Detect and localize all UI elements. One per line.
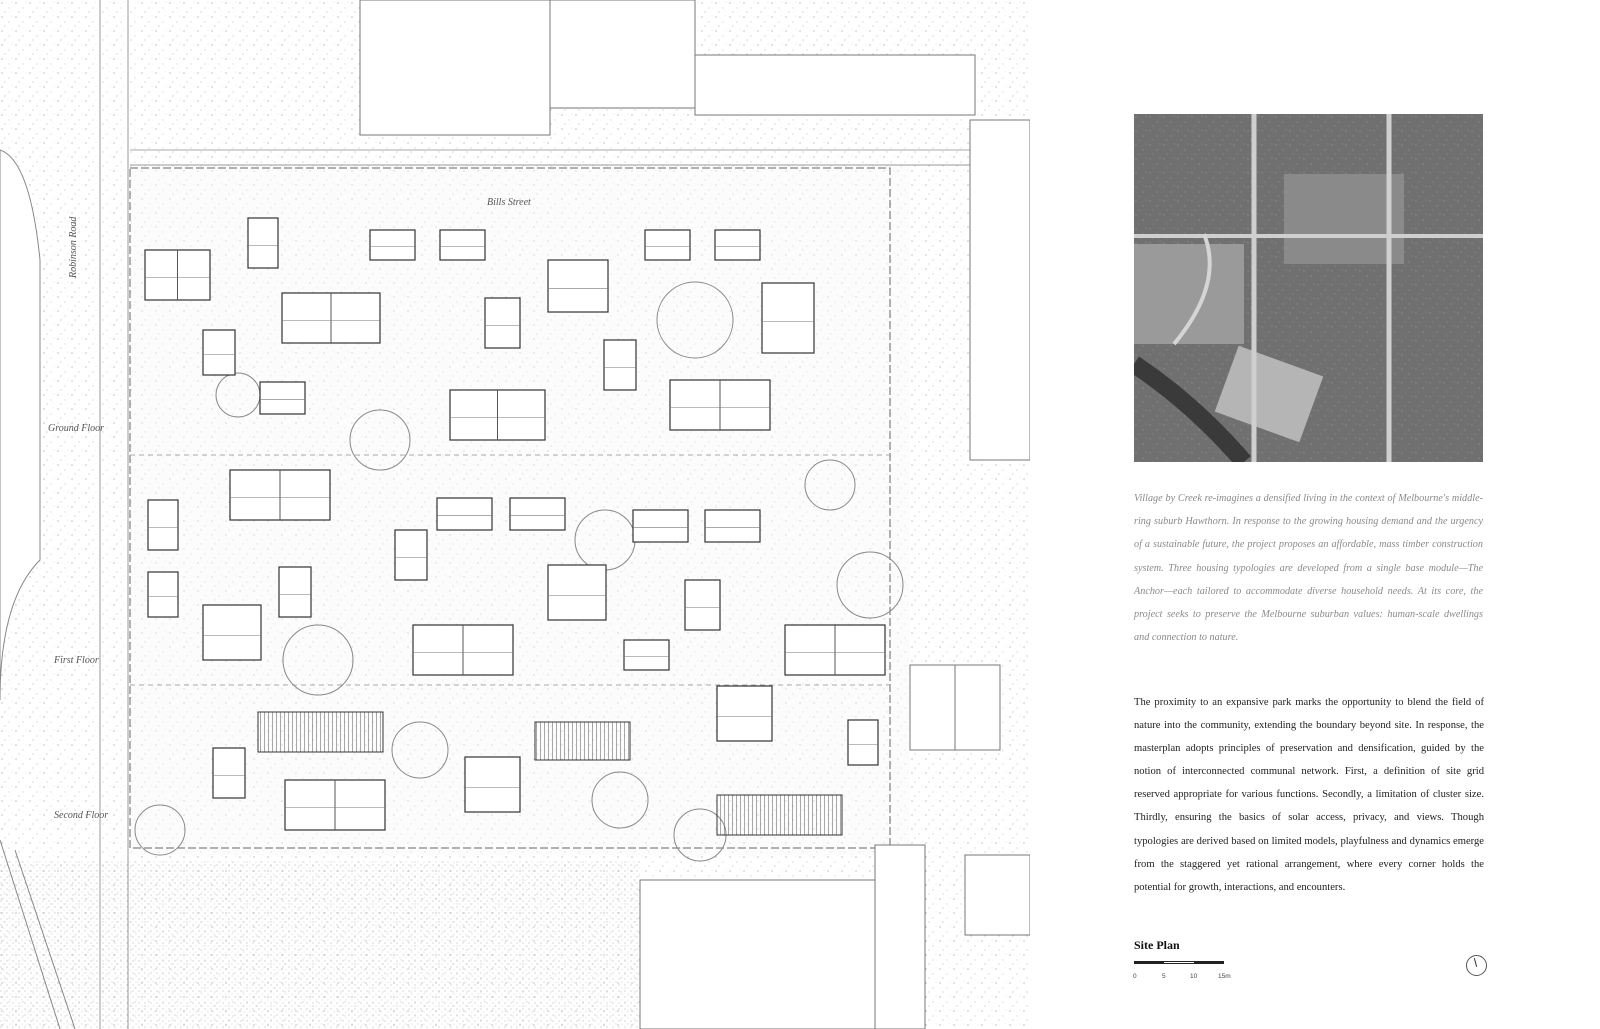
house-footprint — [762, 283, 814, 353]
floor-label-second: Second Floor — [54, 810, 109, 821]
house-footprint — [670, 380, 770, 430]
body-paragraph: The proximity to an expansive park marks the opportunity to blend the field of nature into the community, extending the boundary beyond site. In response, the masterplan adopts principles of preservation and densification, guided by the notion of interconnected communal network. First, a definition of site grid reserved appropriate for various functions. Secondly, a limitation of cluster size. Thirdly, ensuring the basics of solar access, privacy, and views. Though typologies are derived based on limited models, playfulness and dynamics emerge from the staggered yet rational arrangement, where every corner holds the potential for growth, interactions, and encounters. — [1134, 697, 1484, 893]
house-footprint — [213, 748, 245, 798]
street-label-left: Robinson Road — [68, 216, 79, 278]
house-footprint — [248, 218, 278, 268]
scale-segment — [1134, 961, 1164, 964]
house-footprint — [285, 780, 385, 830]
aerial-photo-svg — [1134, 114, 1483, 462]
hatched-roof — [258, 712, 383, 752]
house-footprint — [413, 625, 513, 675]
scale-segment — [1164, 961, 1194, 964]
floor-label-first: First Floor — [54, 655, 99, 666]
hatched-roof — [717, 795, 842, 835]
house-footprint — [633, 510, 688, 542]
house-footprint — [203, 605, 261, 660]
house-footprint — [437, 498, 492, 530]
scale-tick: 5 — [1162, 973, 1166, 980]
house-footprint — [203, 330, 235, 375]
house-footprint — [715, 230, 760, 260]
house-footprint — [465, 757, 520, 812]
house-footprint — [785, 625, 885, 675]
house-footprint — [604, 340, 636, 390]
house-footprint — [848, 720, 878, 765]
house-footprint — [548, 260, 608, 312]
aerial-photo-icon — [1134, 114, 1483, 462]
scale-segment — [1194, 961, 1224, 964]
house-footprint — [148, 572, 178, 617]
figure-caption: Site Plan — [1134, 938, 1180, 952]
street-label-top: Bills Street — [487, 197, 531, 208]
house-footprint — [717, 686, 772, 741]
north-arrow-icon — [1466, 955, 1487, 976]
house-footprint — [260, 382, 305, 414]
house-footprint — [645, 230, 690, 260]
house-footprint — [450, 390, 545, 440]
house-footprint — [370, 230, 415, 260]
hatched-roof — [535, 722, 630, 760]
house-footprint — [624, 640, 669, 670]
house-footprint — [279, 567, 311, 617]
house-footprint — [705, 510, 760, 542]
house-footprint — [148, 500, 178, 550]
house-footprint — [685, 580, 720, 630]
house-footprint — [440, 230, 485, 260]
house-footprint — [548, 565, 606, 620]
house-footprint — [145, 250, 210, 300]
scale-tick: 10 — [1190, 973, 1198, 980]
scale-tick: 15m — [1218, 973, 1231, 980]
description-panel — [1134, 0, 1486, 1029]
house-footprint — [230, 470, 330, 520]
scale-bar — [1133, 957, 1234, 980]
house-footprint — [395, 530, 427, 580]
scale-tick: 0 — [1133, 973, 1137, 980]
intro-paragraph: Village by Creek re-imagines a densified living in the context of Melbourne's middle-ring suburb Hawthorn. In response to the growing housing demand and the urgency of a sustainable future, the project proposes an affordable, mass timber construction system. Three housing typologies are developed from a single base module—The Anchor—each tailored to accommodate diverse household needs. At its core, the project seeks to preserve the Melbourne suburban values: human-scale dwellings and connection to nature. — [1134, 493, 1483, 644]
house-footprint — [282, 293, 380, 343]
house-footprint — [510, 498, 565, 530]
floor-label-ground: Ground Floor — [48, 423, 105, 434]
house-footprint — [485, 298, 520, 348]
